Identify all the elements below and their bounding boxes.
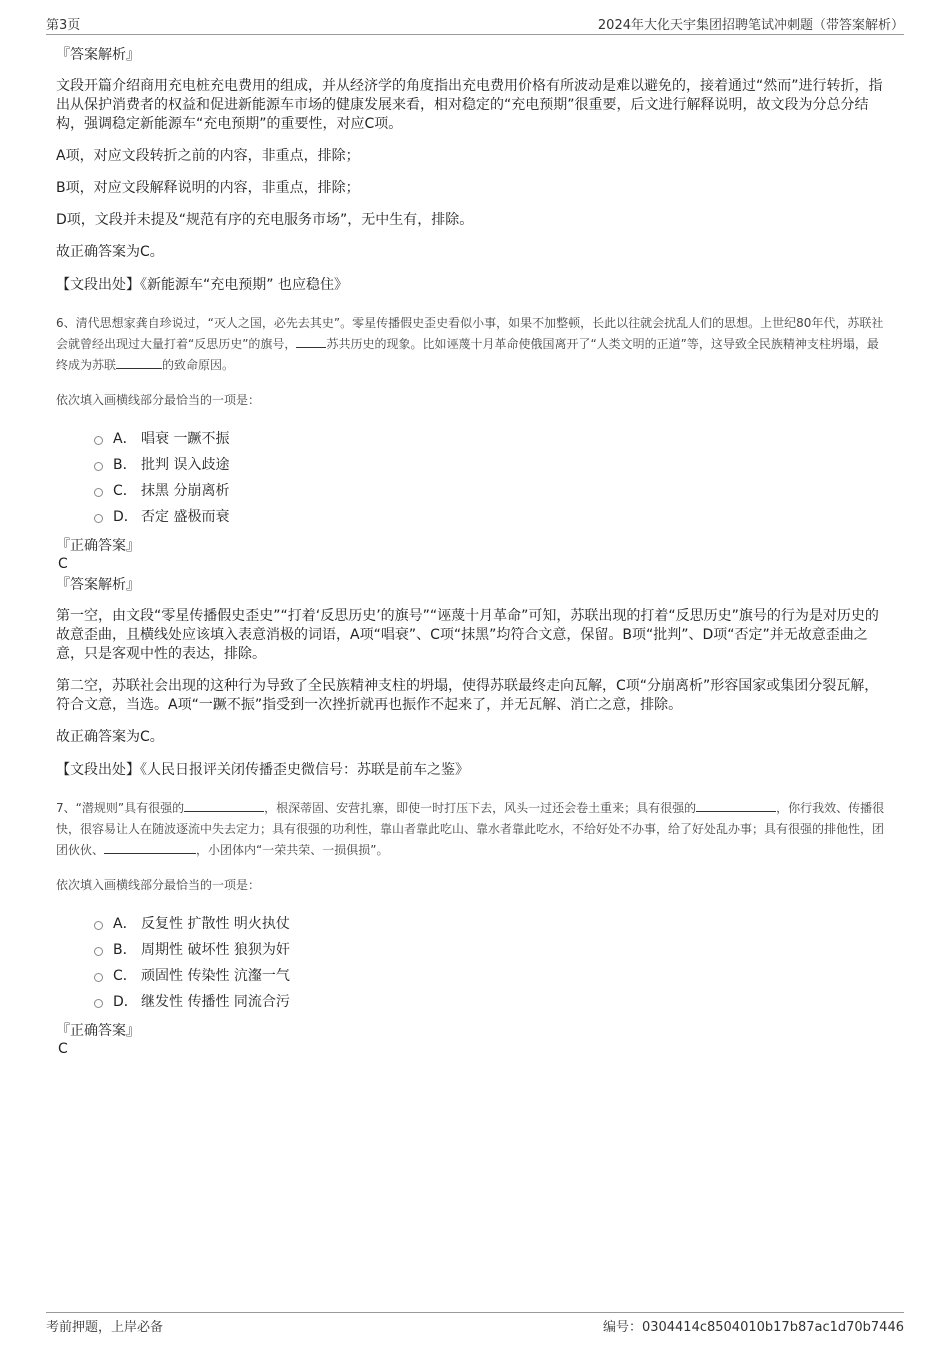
radio-icon[interactable] <box>94 436 103 445</box>
option-list <box>94 910 890 1014</box>
option-d[interactable]: D． 继发性 传播性 同流合污 <box>94 988 890 1014</box>
radio-icon[interactable] <box>94 462 103 471</box>
option-a[interactable]: A． 反复性 扩散性 明火执仗 <box>94 910 890 936</box>
page-number: 第3页 <box>46 18 81 33</box>
option-a[interactable]: A． 唱衰 一蹶不振 <box>94 425 890 451</box>
source-citation: 【文段出处】《新能源车“充电预期” 也应稳住》 <box>56 277 348 293</box>
option-b[interactable]: B． 周期性 破坏性 狼狈为奸 <box>94 936 890 962</box>
radio-icon[interactable] <box>94 921 103 930</box>
footer-slogan: 考前押题，上岸必备 <box>46 1320 164 1335</box>
blank-line <box>104 841 196 854</box>
correct-answer-tag: 『正确答案』 <box>56 538 140 554</box>
page-header <box>46 12 904 35</box>
question-stem: 7、“潜规则”具有很强的 ，根深蒂固、安营扎寨，即使一时打压下去，风头一过还会卷土重来；具有很强的 ，你行我效、传播很快，很容易让人在随波逐流中失去定力；具有很强的功利性，靠山者靠此吃山、靠水者靠此吃水，不给好处不办事，给了好处乱办事；具有很强的排他性，团团伙伙、 ，小团体内“一荣共荣、一损俱损”。 <box>56 801 885 857</box>
correct-answer-value: C <box>58 1041 68 1057</box>
correct-answer-value: C <box>58 556 68 572</box>
option-c[interactable]: C． 顽固性 传染性 沆瀣一气 <box>94 962 890 988</box>
source-citation: 【文段出处】《人民日报评关闭传播歪史微信号：苏联是前车之鉴》 <box>56 762 469 778</box>
analysis-paragraph: D项，文段并未提及“规范有序的充电服务市场”，无中生有，排除。 <box>56 212 474 228</box>
document-body <box>56 45 890 1060</box>
analysis-tag: 『答案解析』 <box>56 577 140 593</box>
radio-icon[interactable] <box>94 514 103 523</box>
page-footer <box>46 1312 904 1335</box>
blank-line <box>184 799 264 812</box>
radio-icon[interactable] <box>94 488 103 497</box>
analysis-paragraph: 文段开篇介绍商用充电桩充电费用的组成，并从经济学的角度指出充电费用价格有所波动是难以避免的，接着通过“然而”进行转折，指出从保护消费者的权益和促进新能源车市场的健康发展来看，相对稳定的“充电预期”很重要，后文进行解释说明，故文段为分总分结构，强调稳定新能源车“充电预期”的重要性，对应C项。 <box>56 78 883 132</box>
document-id: 编号：0304414c8504010b17b87ac1d70b7446 <box>602 1320 904 1335</box>
analysis-paragraph: A项，对应文段转折之前的内容，非重点，排除； <box>56 148 360 164</box>
analysis-tag: 『答案解析』 <box>56 47 140 63</box>
option-b[interactable]: B． 批判 误入歧途 <box>94 451 890 477</box>
question-instruction: 依次填入画横线部分最恰当的一项是： <box>56 393 261 407</box>
analysis-paragraph: 第一空，由文段“零星传播假史歪史”“打着‘反思历史’的旗号”“诬蔑十月革命”可知，苏联出现的打着“反思历史”旗号的行为是对历史的故意歪曲，且横线处应该填入表意消极的词语，A项“唱衰”、C项“抹黑”均符合文意，保留。B项“批判”、D项“否定”并无故意歪曲之意，只是客观中性的表达，排除。 <box>56 608 879 662</box>
blank-line <box>296 335 326 348</box>
document-title: 2024年大化天宇集团招聘笔试冲刺题（带答案解析） <box>597 18 904 33</box>
correct-answer-tag: 『正确答案』 <box>56 1023 140 1039</box>
analysis-paragraph: B项，对应文段解释说明的内容，非重点，排除； <box>56 180 360 196</box>
analysis-paragraph: 第二空，苏联社会出现的这种行为导致了全民族精神支柱的坍塌，使得苏联最终走向瓦解，C项“分崩离析”形容国家或集团分裂瓦解，符合文意，当选。A项“一蹶不振”指受到一次挫折就再也振作不起来了，并无瓦解、消亡之意，排除。 <box>56 678 879 713</box>
question-instruction: 依次填入画横线部分最恰当的一项是： <box>56 878 261 892</box>
radio-icon[interactable] <box>94 973 103 982</box>
option-list <box>94 425 890 529</box>
blank-line <box>696 799 776 812</box>
radio-icon[interactable] <box>94 999 103 1008</box>
question-stem: 6、清代思想家龚自珍说过，“灭人之国，必先去其史”。零星传播假史歪史看似小事，如果不加整顿，长此以往就会扰乱人们的思想。上世纪80年代，苏联社会就曾经出现过大量打着“反思历史”的旗号， 苏共历史的现象。比如诬蔑十月革命使俄国离开了“人类文明的正道”等，这导致全民族精神支柱坍塌，最终成为苏联 的致命原因。 <box>56 316 884 372</box>
blank-line <box>116 356 162 369</box>
analysis-paragraph: 故正确答案为C。 <box>56 729 164 745</box>
analysis-paragraph: 故正确答案为C。 <box>56 244 164 260</box>
option-c[interactable]: C． 抹黑 分崩离析 <box>94 477 890 503</box>
option-d[interactable]: D． 否定 盛极而衰 <box>94 503 890 529</box>
radio-icon[interactable] <box>94 947 103 956</box>
